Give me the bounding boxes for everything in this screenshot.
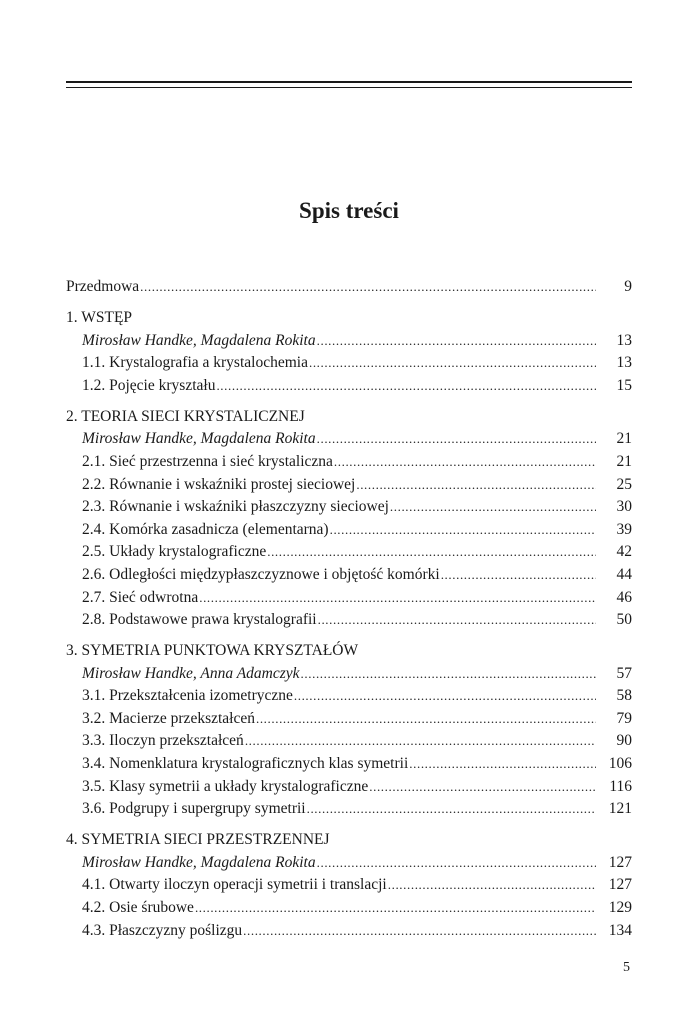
chapter-heading[interactable]: 2. TEORIA SIECI KRYSTALICZNEJ bbox=[66, 407, 305, 425]
page-number: 5 bbox=[623, 960, 630, 975]
toc-entry-title: 3.2. Macierze przekształceń bbox=[82, 709, 255, 727]
toc-entry-title: 3.3. Iloczyn przekształceń bbox=[82, 732, 244, 750]
toc-entry-title: 2.3. Równanie i wskaźniki płaszczyzny sieciowej bbox=[82, 498, 389, 516]
chapter-authors: Mirosław Handke, Magdalena Rokita bbox=[82, 853, 316, 871]
toc-entry-title: 2.2. Równanie i wskaźniki prostej sieciowej bbox=[82, 475, 356, 493]
toc-chapter bbox=[66, 406, 632, 632]
toc-entry-section[interactable] bbox=[66, 798, 632, 821]
toc-entry-section[interactable] bbox=[66, 587, 632, 610]
leader-dots bbox=[256, 708, 596, 731]
leader-dots bbox=[334, 451, 596, 474]
toc-entry-page: 9 bbox=[624, 278, 632, 295]
section-gap bbox=[66, 299, 632, 307]
toc-entry-title: 2.6. Odległości międzypłaszczyznowe i objętość komórki bbox=[82, 565, 440, 583]
leader-dots bbox=[356, 474, 596, 497]
chapter-authors: Mirosław Handke, Magdalena Rokita bbox=[82, 430, 316, 448]
leader-dots bbox=[388, 874, 596, 897]
toc-entry-page: 15 bbox=[616, 376, 632, 394]
toc-entry-title: 2.5. Układy krystalograficzne bbox=[82, 543, 267, 561]
toc-entry-page: 134 bbox=[608, 921, 632, 939]
chapter-authors: Mirosław Handke, Magdalena Rokita bbox=[82, 331, 316, 349]
leader-dots bbox=[330, 519, 596, 542]
leader-dots bbox=[390, 496, 596, 519]
toc-entry-page: 25 bbox=[616, 475, 632, 493]
header-rule-thick bbox=[66, 81, 632, 83]
leader-dots bbox=[294, 685, 596, 708]
chapter-heading[interactable]: 3. SYMETRIA PUNKTOWA KRYSZTAŁÓW bbox=[66, 642, 359, 660]
leader-dots bbox=[441, 564, 596, 587]
toc-entry-title: 3.4. Nomenklatura krystalograficznych klas symetrii bbox=[82, 755, 409, 773]
toc-entry-title: 4.3. Płaszczyzny poślizgu bbox=[82, 921, 243, 939]
toc-entry-title: 2.1. Sieć przestrzenna i sieć krystaliczna bbox=[82, 452, 333, 470]
leader-dots bbox=[140, 276, 596, 299]
toc-entry-page: 13 bbox=[616, 331, 632, 349]
toc-entry-page: 106 bbox=[608, 755, 632, 773]
toc-entry-title: 2.8. Podstawowe prawa krystalografii bbox=[82, 611, 317, 629]
leader-dots bbox=[409, 753, 596, 776]
toc-entry-authors[interactable] bbox=[66, 428, 632, 451]
header-rule-thin bbox=[66, 87, 632, 88]
leader-dots bbox=[309, 352, 596, 375]
toc-entry-title: 3.6. Podgrupy i supergrupy symetrii bbox=[82, 800, 306, 818]
toc-entry-page: 79 bbox=[616, 709, 632, 727]
toc-entry-section[interactable] bbox=[66, 708, 632, 731]
section-gap bbox=[66, 632, 632, 640]
toc-chapter bbox=[66, 640, 632, 821]
toc-entry-page: 44 bbox=[616, 565, 632, 583]
toc-entry-page: 127 bbox=[608, 853, 632, 871]
toc-chapter bbox=[66, 307, 632, 397]
toc-entry-page: 42 bbox=[616, 543, 632, 561]
leader-dots bbox=[318, 609, 596, 632]
leader-dots bbox=[245, 730, 596, 753]
leader-dots bbox=[301, 663, 596, 686]
leader-dots bbox=[317, 428, 596, 451]
toc-entry-section[interactable] bbox=[66, 474, 632, 497]
toc-entry-title: Przedmowa bbox=[66, 278, 140, 295]
toc-entry-section[interactable] bbox=[66, 496, 632, 519]
toc-chapter bbox=[66, 829, 632, 942]
toc-entry-section[interactable] bbox=[66, 519, 632, 542]
toc-entry-page: 30 bbox=[616, 498, 632, 516]
toc-entry-page: 13 bbox=[616, 354, 632, 372]
toc-entry-section[interactable] bbox=[66, 541, 632, 564]
toc-entry-section[interactable] bbox=[66, 564, 632, 587]
toc-entry-title: 4.2. Osie śrubowe bbox=[82, 899, 194, 916]
leader-dots bbox=[317, 330, 596, 353]
toc-entry-section[interactable] bbox=[66, 451, 632, 474]
toc-entry-section[interactable] bbox=[66, 609, 632, 632]
chapter-heading[interactable]: 4. SYMETRIA SIECI PRZESTRZENNEJ bbox=[66, 831, 330, 849]
toc-entry-page: 21 bbox=[616, 452, 632, 470]
toc-entry-page: 121 bbox=[608, 800, 632, 818]
toc-entry-authors[interactable] bbox=[66, 852, 632, 875]
toc-entry-section[interactable] bbox=[66, 375, 632, 398]
toc-entry-section[interactable] bbox=[66, 730, 632, 753]
leader-dots bbox=[369, 776, 596, 799]
section-gap bbox=[66, 821, 632, 829]
toc-entry-title: 2.4. Komórka zasadnicza (elementarna) bbox=[82, 520, 329, 538]
leader-dots bbox=[199, 587, 596, 610]
table-of-contents bbox=[66, 276, 632, 942]
section-gap bbox=[66, 397, 632, 405]
toc-entry-page: 90 bbox=[616, 732, 632, 750]
leader-dots bbox=[243, 920, 596, 943]
toc-entry-section[interactable] bbox=[66, 685, 632, 708]
toc-entry-section[interactable] bbox=[66, 897, 632, 920]
leader-dots bbox=[317, 852, 596, 875]
page-title: Spis treści bbox=[299, 198, 399, 223]
toc-entry-page: 57 bbox=[616, 664, 632, 682]
toc-entry-page: 58 bbox=[616, 687, 632, 705]
toc-entry-page: 46 bbox=[616, 588, 632, 606]
toc-entry-section[interactable] bbox=[66, 753, 632, 776]
toc-entry-page: 21 bbox=[616, 430, 632, 448]
toc-entry-title: 4.1. Otwarty iloczyn operacji symetrii i translacji bbox=[82, 876, 387, 894]
toc-entry-page: 127 bbox=[608, 876, 632, 894]
toc-entry-page: 129 bbox=[608, 899, 632, 916]
toc-entry-section[interactable] bbox=[66, 776, 632, 799]
toc-entry-section[interactable] bbox=[66, 352, 632, 375]
toc-entry-title: 3.5. Klasy symetrii a układy krystalograficzne bbox=[82, 777, 369, 795]
toc-entry-title: 2.7. Sieć odwrotna bbox=[82, 588, 199, 606]
toc-entry-page: 50 bbox=[616, 611, 632, 629]
toc-entry-title: 3.1. Przekształcenia izometryczne bbox=[82, 687, 293, 705]
toc-entry-section[interactable] bbox=[66, 874, 632, 897]
toc-entry-authors[interactable] bbox=[66, 330, 632, 353]
leader-dots bbox=[267, 541, 596, 564]
leader-dots bbox=[307, 798, 596, 821]
toc-entry-page: 39 bbox=[616, 520, 632, 538]
leader-dots bbox=[195, 897, 596, 920]
toc-entry-preface[interactable] bbox=[66, 276, 632, 299]
toc-entry-title: 1.2. Pojęcie kryształu bbox=[82, 376, 216, 394]
leader-dots bbox=[216, 375, 596, 398]
toc-entry-authors[interactable] bbox=[66, 663, 632, 686]
chapter-authors: Mirosław Handke, Anna Adamczyk bbox=[82, 664, 300, 682]
toc-entry-title: 1.1. Krystalografia a krystalochemia bbox=[82, 354, 308, 372]
chapter-heading[interactable]: 1. WSTĘP bbox=[66, 308, 133, 326]
toc-entry-section[interactable] bbox=[66, 920, 632, 943]
toc-entry-page: 116 bbox=[609, 777, 632, 795]
